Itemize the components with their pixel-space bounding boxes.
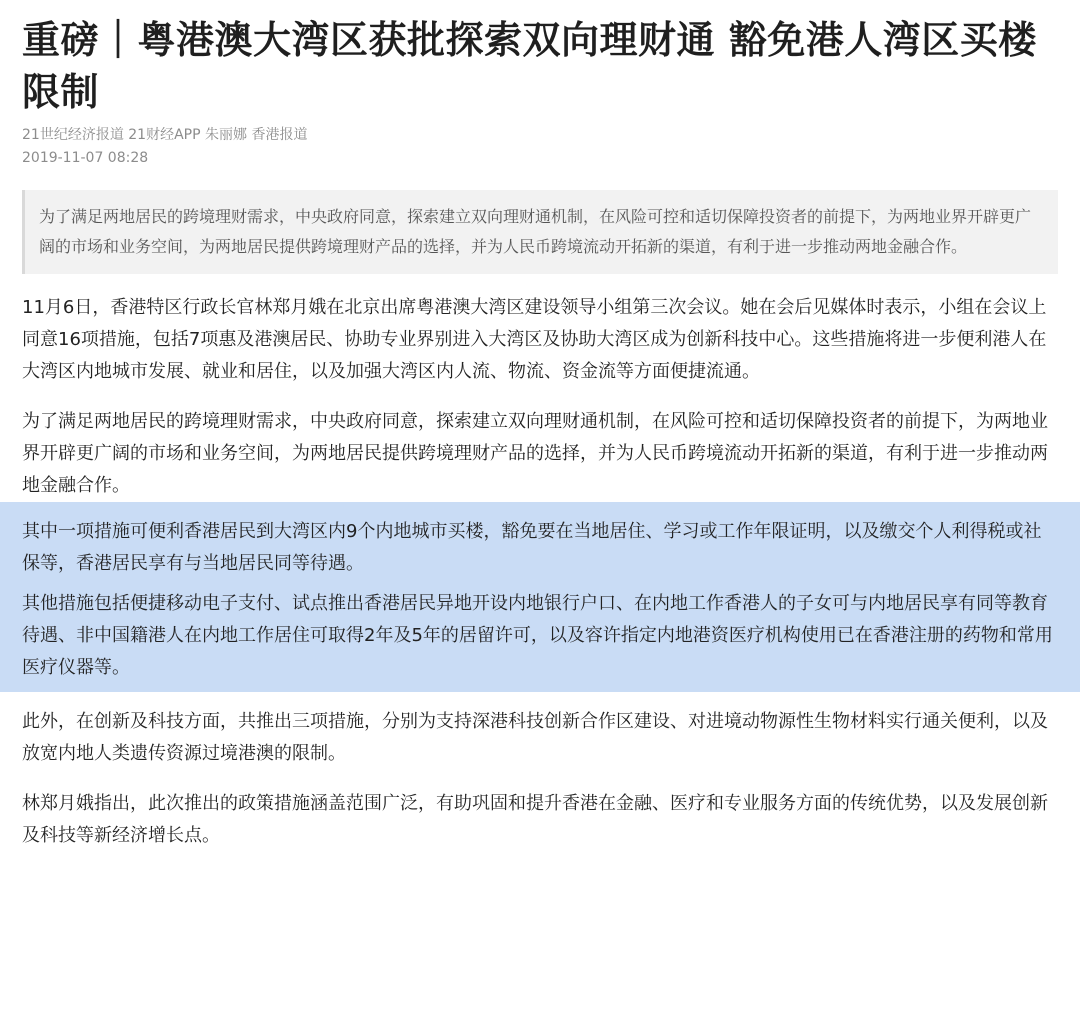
article-paragraph-4: 其他措施包括便捷移动电子支付、试点推出香港居民异地开设内地银行户口、在内地工作香港人的子女可与内地居民享有同等教育待遇、非中国籍港人在内地工作居住可取得2年及5年的居留许可，以及容许指定内地港资医疗机构使用已在香港注册的药物和常用医疗仪器等。	[22, 593, 1053, 678]
highlighted-selection	[0, 502, 1080, 692]
article-paragraph-6: 林郑月娥指出，此次推出的政策措施涵盖范围广泛，有助巩固和提升香港在金融、医疗和专业服务方面的传统优势，以及发展创新及科技等新经济增长点。	[22, 793, 1048, 846]
article-summary: 为了满足两地居民的跨境理财需求，中央政府同意，探索建立双向理财通机制，在风险可控和适切保障投资者的前提下，为两地业界开辟更广阔的市场和业务空间，为两地居民提供跨境理财产品的选择，并为人民币跨境流动开拓新的渠道，有利于进一步推动两地金融合作。	[22, 190, 1058, 274]
article-paragraph-5: 此外，在创新及科技方面，共推出三项措施，分别为支持深港科技创新合作区建设、对进境动物源性生物材料实行通关便利，以及放宽内地人类遗传资源过境港澳的限制。	[22, 711, 1048, 764]
article-paragraph-3: 其中一项措施可便利香港居民到大湾区内9个内地城市买楼，豁免要在当地居住、学习或工作年限证明，以及缴交个人利得税或社保等，香港居民享有与当地居民同等待遇。	[22, 521, 1042, 574]
article-title: 重磅｜粤港澳大湾区获批探索双向理财通 豁免港人湾区买楼限制	[22, 18, 1037, 114]
article-date: 2019-11-07 08:28	[22, 150, 149, 166]
article-source: 21世纪经济报道 21财经APP 朱丽娜 香港报道	[22, 127, 308, 143]
article-paragraph-1: 11月6日，香港特区行政长官林郑月娥在北京出席粤港澳大湾区建设领导小组第三次会议。她在会后见媒体时表示，小组在会议上同意16项措施，包括7项惠及港澳居民、协助专业界别进入大湾区及协助大湾区成为创新科技中心。这些措施将进一步便利港人在大湾区内地城市发展、就业和居住，以及加强大湾区内人流、物流、资金流等方面便捷流通。	[22, 297, 1047, 382]
article-meta	[22, 124, 1068, 170]
article-paragraph-2: 为了满足两地居民的跨境理财需求，中央政府同意，探索建立双向理财通机制，在风险可控和适切保障投资者的前提下，为两地业界开辟更广阔的市场和业务空间，为两地居民提供跨境理财产品的选择，并为人民币跨境流动开拓新的渠道，有利于进一步推动两地金融合作。	[22, 411, 1048, 496]
